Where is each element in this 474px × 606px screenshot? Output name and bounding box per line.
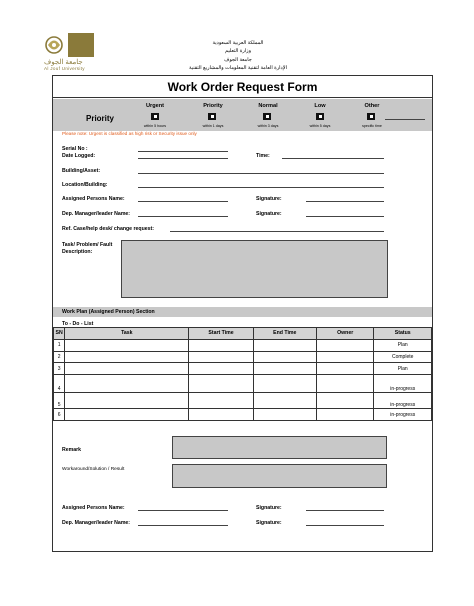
table-row (54, 339, 432, 351)
priority-other-sub: specific time (362, 124, 382, 128)
row-end[interactable] (253, 409, 316, 421)
todo-header-row (54, 328, 432, 340)
priority-note: Please note: Urgent is classified as high risk or Security issue only (62, 131, 197, 136)
table-row (54, 409, 432, 421)
remark-label: Remark (62, 447, 82, 453)
footer-assigned-label: Assigned Persons Name: (62, 505, 125, 511)
signature-label: Signature: (256, 196, 282, 202)
logo-arabic-text: جامعة الجوف (44, 59, 83, 66)
todo-table (53, 327, 432, 421)
time-field[interactable] (282, 158, 384, 159)
row-owner[interactable] (316, 375, 374, 393)
table-row (54, 351, 432, 363)
assigned-field[interactable] (138, 201, 228, 202)
row-sn: 3 (54, 363, 65, 375)
table-row (54, 375, 432, 393)
row-task[interactable] (65, 393, 189, 409)
row-start[interactable] (189, 363, 253, 375)
row-status[interactable]: Plan (374, 339, 432, 351)
row-owner[interactable] (316, 351, 374, 363)
row-task[interactable] (65, 409, 189, 421)
time-label: Time: (256, 153, 270, 159)
table-row (54, 363, 432, 375)
arabic-header-line-4: الإدارة العامة لتقنية المعلومات والمشاريع التقنية (189, 65, 287, 71)
assigned-label: Assigned Persons Name: (62, 196, 125, 202)
row-sn: 1 (54, 339, 65, 351)
row-status[interactable]: Complete (374, 351, 432, 363)
location-field[interactable] (138, 187, 384, 188)
row-status[interactable]: in-progress (374, 375, 432, 393)
priority-normal-sub: within 3 days (257, 124, 279, 128)
arabic-header-line-1: المملكة العربية السعودية (212, 40, 264, 46)
task-problem-label: Task/ Problem/ Fault (62, 242, 113, 248)
date-logged-field[interactable] (138, 158, 228, 159)
logo-seal-box (68, 33, 94, 57)
priority-priority-checkbox[interactable] (208, 113, 216, 120)
row-end[interactable] (253, 351, 316, 363)
priority-urgent-checkbox[interactable] (151, 113, 159, 120)
col-status: Status (374, 328, 432, 340)
footer-assigned-field[interactable] (138, 510, 228, 511)
building-label: Building/Asset: (62, 168, 101, 174)
signature-field-2[interactable] (306, 216, 384, 217)
workaround-label: Workaround/Solution / Result (62, 467, 125, 472)
row-status[interactable]: in-progress (374, 393, 432, 409)
row-sn: 5 (54, 393, 65, 409)
row-status[interactable]: in-progress (374, 409, 432, 421)
row-start[interactable] (189, 339, 253, 351)
priority-priority-sub: within 1 days (202, 124, 224, 128)
footer-signature-field[interactable] (306, 510, 384, 511)
ref-case-label: Ref. Case/help desk/ change request: (62, 226, 154, 232)
remark-box[interactable] (172, 436, 387, 459)
row-owner[interactable] (316, 393, 374, 409)
row-task[interactable] (65, 351, 189, 363)
row-start[interactable] (189, 409, 253, 421)
row-sn: 6 (54, 409, 65, 421)
todo-label: To - Do - List (62, 321, 94, 327)
description-label: Description: (62, 249, 93, 255)
col-owner: Owner (316, 328, 374, 340)
footer-signature-field-2[interactable] (306, 525, 384, 526)
priority-low-checkbox[interactable] (316, 113, 324, 120)
footer-dep-manager-field[interactable] (138, 525, 228, 526)
workaround-box[interactable] (172, 464, 387, 488)
arabic-header-line-3: جامعة الجوف (224, 57, 252, 63)
dep-manager-label: Dep. Manager/leader Name: (62, 211, 131, 217)
ref-case-field[interactable] (170, 231, 384, 232)
row-owner[interactable] (316, 339, 374, 351)
priority-urgent-label: Urgent (145, 103, 165, 109)
priority-label: Priority (86, 114, 115, 123)
row-end[interactable] (253, 363, 316, 375)
description-box[interactable] (121, 240, 388, 298)
location-label: Location/Building: (62, 182, 108, 188)
footer-signature-label-2: Signature: (256, 520, 282, 526)
row-end[interactable] (253, 393, 316, 409)
col-start-time: Start Time (189, 328, 253, 340)
priority-urgent-sub: within 5 hours (143, 124, 167, 128)
arabic-header-line-2: وزارة التعليم (225, 48, 251, 54)
footer-signature-label: Signature: (256, 505, 282, 511)
priority-other-line[interactable] (385, 119, 425, 120)
priority-other-label: Other (364, 103, 380, 109)
priority-low-sub: within 5 days (309, 124, 331, 128)
col-sn: SN (54, 328, 65, 340)
priority-priority-label: Priority (203, 103, 223, 109)
serial-field[interactable] (138, 151, 228, 152)
title-underline (52, 97, 433, 98)
row-end[interactable] (253, 375, 316, 393)
date-logged-label: Date Logged: (62, 153, 96, 159)
logo-english-text: Al Jouf University (44, 66, 85, 71)
row-sn: 4 (54, 375, 65, 393)
signature-field[interactable] (306, 201, 384, 202)
footer-dep-manager-label: Dep. Manager/leader Name: (62, 520, 131, 526)
row-end[interactable] (253, 339, 316, 351)
university-logo (42, 34, 66, 56)
form-title: Work Order Request Form (167, 80, 318, 94)
signature-label-2: Signature: (256, 211, 282, 217)
serial-label: Serial No : (62, 146, 88, 152)
row-status[interactable]: Plan (374, 363, 432, 375)
row-start[interactable] (189, 393, 253, 409)
dep-manager-field[interactable] (138, 216, 228, 217)
priority-other-checkbox[interactable] (367, 113, 375, 120)
row-start[interactable] (189, 351, 253, 363)
work-plan-title: Work Plan (Assigned Person) Section (62, 309, 155, 315)
table-row (54, 393, 432, 409)
priority-normal-checkbox[interactable] (263, 113, 271, 120)
priority-normal-label: Normal (258, 103, 278, 109)
row-sn: 2 (54, 351, 65, 363)
row-owner[interactable] (316, 409, 374, 421)
priority-low-label: Low (314, 103, 326, 109)
building-field[interactable] (138, 173, 384, 174)
row-task[interactable] (65, 375, 189, 393)
row-task[interactable] (65, 363, 189, 375)
row-owner[interactable] (316, 363, 374, 375)
row-start[interactable] (189, 375, 253, 393)
col-task: Task (65, 328, 189, 340)
row-task[interactable] (65, 339, 189, 351)
col-end-time: End Time (253, 328, 316, 340)
